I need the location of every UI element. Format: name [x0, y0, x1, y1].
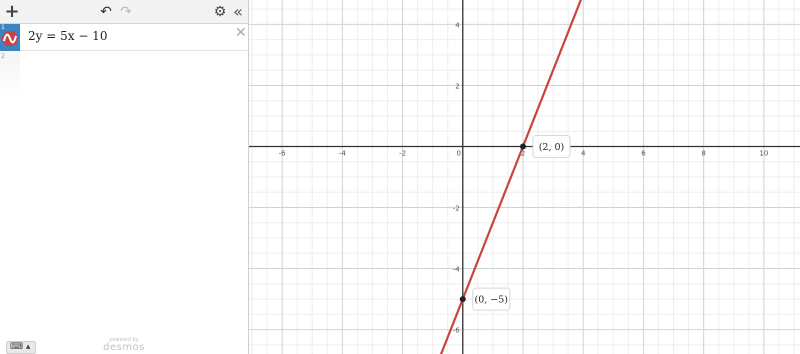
x-tick-label: 8: [701, 149, 706, 158]
x-tick-label: -2: [399, 149, 407, 158]
settings-gear-icon[interactable]: ⚙: [213, 4, 227, 20]
keyboard-toggle-button[interactable]: ⌨ ▴: [6, 341, 36, 354]
expression-tab[interactable]: [0, 24, 20, 51]
expression-index: 1: [1, 24, 5, 31]
y-tick-label: -2: [452, 204, 460, 213]
expression-panel: [0, 0, 249, 354]
x-tick-label: -6: [278, 149, 286, 158]
x-tick-label: 2: [520, 149, 526, 158]
point-label: (2, 0): [538, 141, 565, 153]
collapse-list-icon[interactable]: «: [233, 2, 243, 21]
expression-row-1[interactable]: [0, 24, 248, 51]
undo-button[interactable]: ↶: [100, 4, 112, 20]
point-marker[interactable]: [520, 143, 526, 149]
y-tick-label: -6: [452, 326, 460, 335]
point-marker[interactable]: [460, 296, 466, 302]
y-tick-label: 4: [455, 21, 460, 30]
graph-canvas[interactable]: [249, 0, 800, 354]
expression-row-2[interactable]: [0, 51, 20, 96]
desmos-logo: [103, 338, 145, 353]
expression-index: 2: [1, 53, 5, 60]
x-tick-label: 4: [580, 149, 586, 158]
delete-expression-icon[interactable]: ✕: [235, 25, 247, 41]
minor-grid: [249, 0, 800, 354]
powered-by-label: powered by: [109, 337, 139, 343]
x-tick-label: 0: [456, 149, 462, 158]
expression-formula[interactable]: 2y = 5x − 10: [28, 29, 108, 43]
y-tick-label: 2: [455, 82, 460, 91]
add-expression-button[interactable]: +: [4, 1, 20, 22]
brand-name: desmos: [103, 342, 145, 353]
x-tick-label: 10: [759, 149, 769, 158]
x-tick-label: 6: [641, 149, 646, 158]
expression-color-icon[interactable]: [2, 31, 18, 46]
y-tick-label: -4: [452, 265, 460, 274]
redo-button[interactable]: ↷: [120, 4, 132, 20]
expression-toolbar: [0, 0, 248, 24]
x-tick-label: -4: [338, 149, 346, 158]
point-label: (0, −5): [474, 294, 509, 306]
